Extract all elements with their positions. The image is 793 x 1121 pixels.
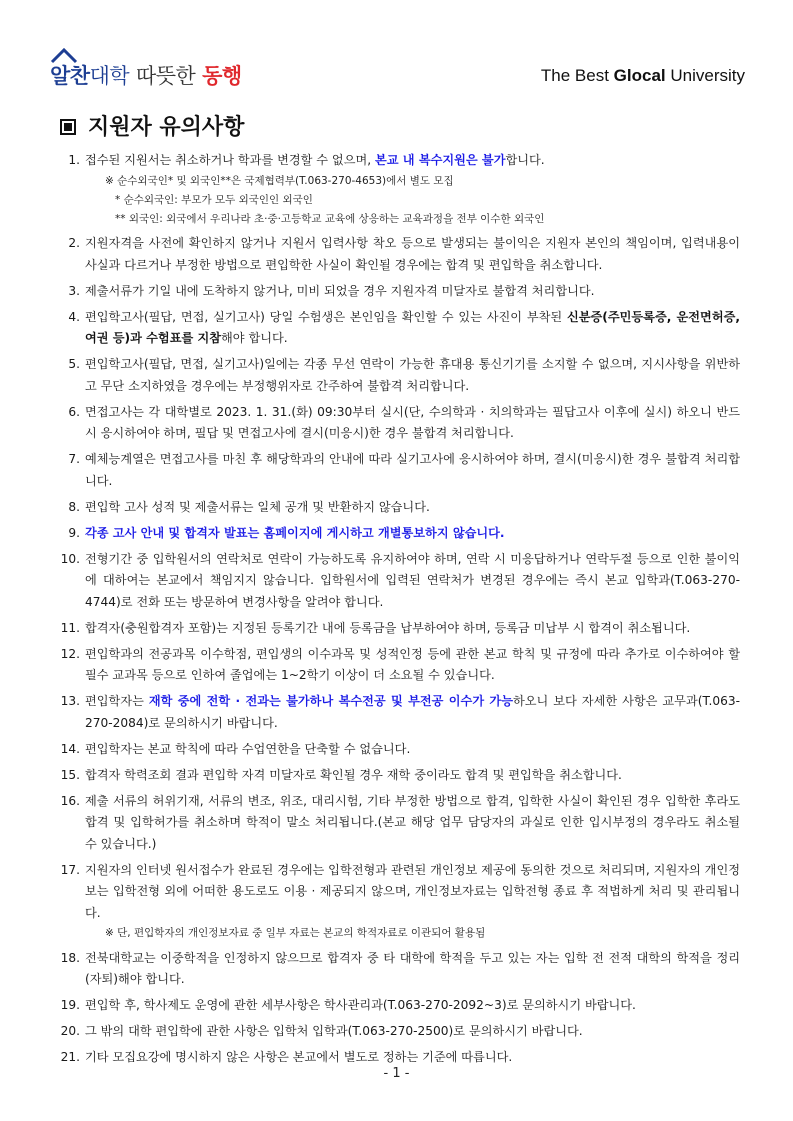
square-bullet-icon (60, 119, 76, 135)
list-item: 21. 기타 모집요강에 명시하지 않은 사항은 본교에서 별도로 정하는 기준에 따릅니다. (60, 1050, 513, 1064)
list-item: 16. 제출 서류의 허위기재, 서류의 변조, 위조, 대리시험, 기타 부정한 방법으로 합격, 입학한 사실이 확인된 경우 입학한 후라도 합격 및 입학허가를 취소하며 학적이 말소 처리됩니다.(본교 해당 업무 담당자의 과실로 인한 입시부정의 경우라도 취소될 수 있습니다.) (60, 793, 740, 851)
list-item: 18. 전북대학교는 이중학적을 인정하지 않으므로 합격자 중 타 대학에 학적을 두고 있는 자는 입학 전 전적 대학의 학적을 정리(자퇴)해야 합니다. (60, 950, 740, 986)
notice-list (60, 150, 740, 1073)
list-item: 9. 각종 고사 안내 및 합격자 발표는 홈페이지에 게시하고 개별통보하지 않습니다. (68, 525, 505, 540)
list-item: 8. 편입학 고사 성적 및 제출서류는 일체 공개 및 반환하지 않습니다. (68, 499, 430, 514)
list-item: 15. 합격자 학력조회 결과 편입학 자격 미달자로 확인될 경우 재학 중이라도 합격 및 편입학을 취소합니다. (60, 767, 622, 782)
item-note: ** 외국인: 외국에서 우리나라 초·중·고등학교 교육에 상응하는 교육과정을 전부 이수한 외국인 (115, 212, 545, 225)
list-item: 19. 편입학 후, 학사제도 운영에 관한 세부사항은 학사관리과(T.063-270-2092~3)로 문의하시기 바랍니다. (60, 998, 636, 1012)
list-item: 20. 그 밖의 대학 편입학에 관한 사항은 입학처 입학과(T.063-270-2500)로 문의하시기 바랍니다. (60, 1024, 583, 1038)
page-header (0, 0, 793, 100)
list-item: 13. 편입학자는 재학 중에 전학 · 전과는 불가하나 복수전공 및 부전공 이수가 가능하오니 보다 자세한 사항은 교무과(T.063-270-2084)로 문의하시기 바랍니다. (60, 694, 740, 730)
logo-text: 알찬대학 따뜻한 동행 (50, 64, 242, 88)
list-item: 3. 제출서류가 기일 내에 도착하지 않거나, 미비 되었을 경우 지원자격 미달자로 불합격 처리합니다. (68, 283, 595, 298)
university-slogan: The Best Glocal University (540, 66, 745, 85)
list-item: 12. 편입학과의 전공과목 이수학점, 편입생의 이수과목 및 성적인정 등에 관한 본교 학칙 및 규정에 따라 추가로 이수하여야 할 필수 교과목 등으로 인하여 졸업에는 1~2학기 이상이 더 소요될 수 있습니다. (60, 646, 740, 682)
page-number: - 1 - (383, 1066, 410, 1081)
item-note: ※ 순수외국인* 및 외국인**은 국제협력부(T.063-270-4653)에서 별도 모집 (105, 174, 454, 187)
list-item: 5. 편입학고사(필답, 면접, 실기고사)일에는 각종 무선 연락이 가능한 휴대용 통신기기를 소지할 수 없으며, 지시사항을 위반하고 무단 소지하였을 경우에는 부정행위자로 간주하여 불합격 처리합니다. (68, 357, 740, 393)
list-item: 17. 지원자의 인터넷 원서접수가 완료된 경우에는 입학전형과 관련된 개인정보 제공에 동의한 것으로 처리되며, 지원자의 개인정보는 입학전형 외에 어떠한 용도로도 이용 · 제공되지 않으며, 개인정보자료는 입학전형 종료 후 적법하게 처리 및 관리됩니다. ※ 단, 편입학자의 개인정보자료 중 일부 자료는 본교의 학적자료로 이관되어 활용됨 (60, 860, 740, 944)
list-item: 2. 지원자격을 사전에 확인하지 않거나 지원서 입력사항 착오 등으로 발생되는 불이익은 지원자 본인의 책임이며, 입력내용이 사실과 다르거나 부정한 방법으로 편입학한 사실이 확인될 경우에는 합격 및 편입학을 취소합니다. (68, 236, 740, 272)
list-item: 1. 접수된 지원서는 취소하거나 학과를 변경할 수 없으며, 본교 내 복수지원은 불가합니다. ※ 순수외국인* 및 외국인**은 국제협력부(T.063-270-4653)에서 별도 모집 * 순수외국인: 부모가 모두 외국인인 외국인 ** 외국인: 외국에서 우리나라 초·중·고등학교 교육에 상응하는 교육과정을 전부 이수한 외국인 (60, 150, 740, 229)
list-item: 10. 전형기간 중 입학원서의 연락처로 연락이 가능하도록 유지하여야 하며, 연락 시 미응답하거나 연락두절 등으로 인한 불이익에 대하여는 본교에서 책임지지 않습니다. 입학원서에 입력된 연락처가 변경된 경우에는 즉시 본교 입학과(T.063-270-4744)로 전화 또는 방문하여 변경사항을 알려야 합니다. (60, 551, 740, 609)
list-item: 6. 면접고사는 각 대학별로 2023. 1. 31.(화) 09:30부터 실시(단, 수의학과 · 치의학과는 필답고사 이후에 실시) 하오니 반드시 응시하여야 하며, 필답 및 면접고사에 결시(미응시)한 경우 불합격 처리합니다. (68, 404, 740, 440)
list-item: 7. 예체능계열은 면접고사를 마친 후 해당학과의 안내에 따라 실기고사에 응시하여야 하며, 결시(미응시)한 경우 불합격 처리합니다. (68, 452, 740, 488)
list-item: 14. 편입학자는 본교 학칙에 따라 수업연한을 단축할 수 없습니다. (60, 741, 411, 756)
section-title: 지원자 유의사항 (60, 110, 244, 141)
list-item: 11. 합격자(충원합격자 포함)는 지정된 등록기간 내에 등록금을 납부하여야 하며, 등록금 미납부 시 합격이 취소됩니다. (60, 620, 691, 635)
item-note: * 순수외국인: 부모가 모두 외국인인 외국인 (115, 193, 313, 206)
item-note: ※ 단, 편입학자의 개인정보자료 중 일부 자료는 본교의 학적자료로 이관되어 활용됨 (105, 927, 486, 939)
list-item: 4. 편입학고사(필답, 면접, 실기고사) 당일 수험생은 본인임을 확인할 수 있는 사진이 부착된 신분증(주민등록증, 운전면허증, 여권 등)과 수험표를 지참해야 합니다. (68, 309, 741, 345)
